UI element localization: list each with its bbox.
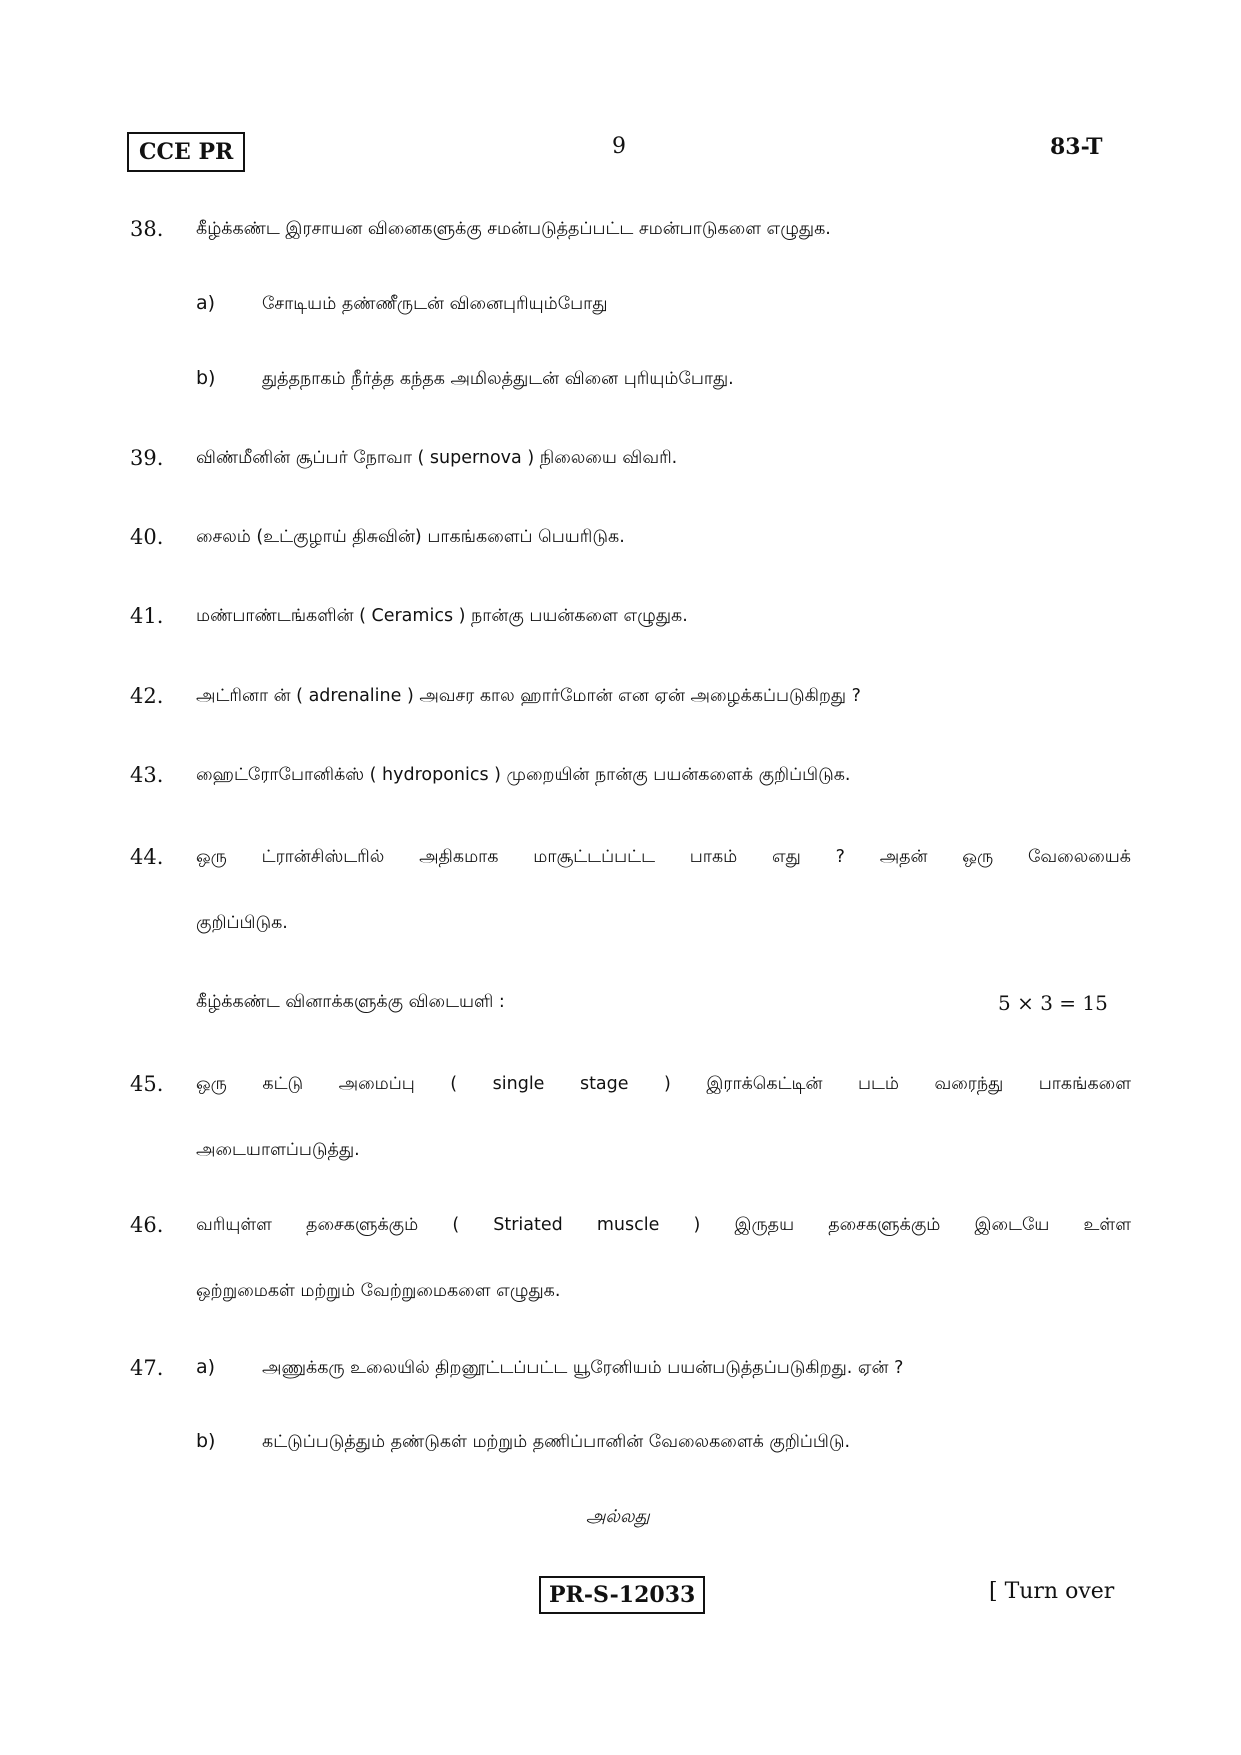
question-text-continued: ஒற்றுமைகள் மற்றும் வேற்றுமைகளை எழுதுக. bbox=[196, 1281, 561, 1301]
footer-code-box: PR-S-12033 bbox=[539, 1576, 705, 1614]
question-number: 46. bbox=[130, 1213, 164, 1237]
section-marks: 5 × 3 = 15 bbox=[998, 991, 1108, 1015]
question-text-continued: அடையாளப்படுத்து. bbox=[196, 1140, 360, 1160]
part-label: a) bbox=[196, 1356, 216, 1378]
question-text-continued: குறிப்பிடுக. bbox=[196, 913, 288, 933]
part-text: அணுக்கரு உலையில் திறனூட்டப்பட்ட யூரேனியம் பயன்படுத்தப்படுகிறது. ஏன் ? bbox=[262, 1358, 904, 1378]
question-number: 38. bbox=[130, 217, 164, 241]
or-separator: அல்லது bbox=[586, 1507, 650, 1527]
part-label: a) bbox=[196, 292, 216, 314]
question-number: 45. bbox=[130, 1072, 164, 1096]
question-text: ஒரு கட்டு அமைப்பு ( single stage ) இராக்கெட்டின் படம் வரைந்து பாகங்களை bbox=[196, 1074, 1131, 1094]
part-label: b) bbox=[196, 1430, 216, 1452]
question-text: சைலம் (உட்குழாய் திசுவின்) பாகங்களைப் பெயரிடுக. bbox=[196, 527, 625, 547]
part-label: b) bbox=[196, 367, 216, 389]
question-number: 44. bbox=[130, 845, 164, 869]
question-text: விண்மீனின் சூப்பர் நோவா ( supernova ) நிலையை விவரி. bbox=[196, 448, 678, 468]
question-text: மண்பாண்டங்களின் ( Ceramics ) நான்கு பயன்களை எழுதுக. bbox=[196, 606, 688, 626]
question-number: 40. bbox=[130, 525, 164, 549]
turn-over-note: [ Turn over bbox=[989, 1579, 1115, 1604]
question-text: வரியுள்ள தசைகளுக்கும் ( Striated muscle ) இருதய தசைகளுக்கும் இடையே உள்ள bbox=[196, 1215, 1131, 1235]
question-number: 47. bbox=[130, 1356, 164, 1380]
question-text: ஹைட்ரோபோனிக்ஸ் ( hydroponics ) முறையின் நான்கு பயன்களைக் குறிப்பிடுக. bbox=[196, 765, 851, 785]
part-text: துத்தநாகம் நீர்த்த கந்தக அமிலத்துடன் வினை புரியும்போது. bbox=[262, 369, 734, 389]
part-text: கட்டுப்படுத்தும் தண்டுகள் மற்றும் தணிப்பானின் வேலைகளைக் குறிப்பிடு. bbox=[262, 1432, 851, 1452]
question-text: கீழ்க்கண்ட இரசாயன வினைகளுக்கு சமன்படுத்தப்பட்ட சமன்பாடுகளை எழுதுக. bbox=[196, 219, 831, 239]
part-text: சோடியம் தண்ணீருடன் வினைபுரியும்போது bbox=[262, 294, 608, 314]
paper-code: 83-T bbox=[1050, 134, 1103, 160]
page-number: 9 bbox=[612, 134, 626, 159]
header-code-box: CCE PR bbox=[127, 132, 245, 172]
question-number: 39. bbox=[130, 446, 164, 470]
section-instruction: கீழ்க்கண்ட வினாக்களுக்கு விடையளி : bbox=[196, 992, 505, 1012]
question-number: 43. bbox=[130, 763, 164, 787]
question-text: ஒரு ட்ரான்சிஸ்டரில் அதிகமாக மாசூட்டப்பட்ட பாகம் எது ? அதன் ஒரு வேலையைக் bbox=[196, 847, 1131, 867]
question-number: 42. bbox=[130, 684, 164, 708]
question-text: அட்ரினா ன் ( adrenaline ) அவசர கால ஹார்மோன் என ஏன் அழைக்கப்படுகிறது ? bbox=[196, 686, 861, 706]
question-number: 41. bbox=[130, 604, 164, 628]
